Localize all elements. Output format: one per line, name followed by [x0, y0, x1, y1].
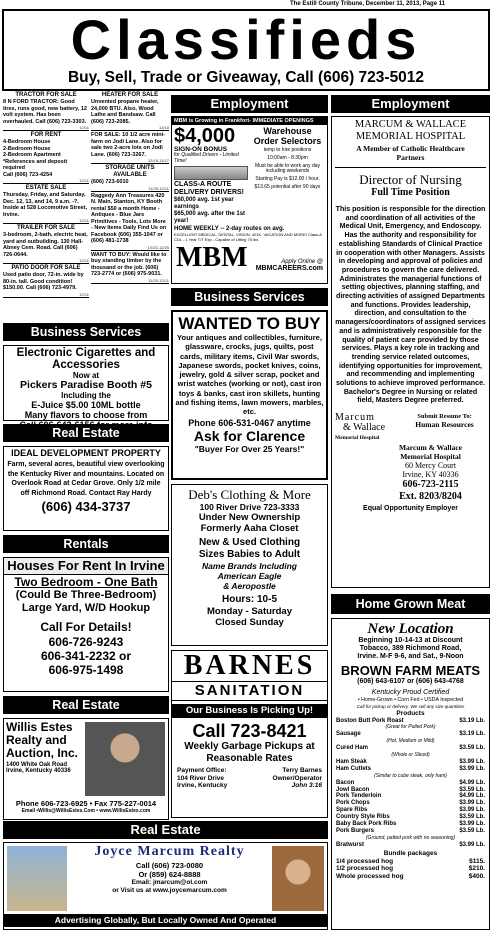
joyce-name: Joyce Marcum Realty — [94, 844, 245, 859]
meat-product-row — [336, 745, 485, 752]
debs-title: Deb's Clothing & More — [188, 487, 311, 502]
meat-product-price: $3.99 Lb. — [459, 765, 485, 772]
meat-product-name: Pork Chops — [336, 800, 370, 807]
mbm-warehouse-line: 10:00am - 8:30pm — [267, 154, 308, 161]
meat-product-price: $3.19 Lb. — [459, 731, 485, 738]
hosp-addr1: Marcum & Wallace — [398, 443, 463, 453]
meat-product-name: Baby Back Pork Ribs — [336, 821, 397, 828]
mbm-logo: MBM — [176, 241, 248, 273]
meat-product-name: (Ground, patted pork with no seasoning) — [365, 834, 456, 841]
mbm-warehouse-line: $13.65 potential after 90 days — [254, 183, 321, 190]
meat-product-row — [336, 793, 485, 800]
mbm-pay: $60,000 avg. 1st year earnings — [174, 196, 234, 210]
mbm-bonus-sub: for Qualified Drivers - Limited Time! — [174, 152, 239, 164]
meats-bundle-label: Bundle packages — [383, 849, 438, 857]
barnes-verse: John 3:16 — [291, 782, 322, 789]
mbm-bonus-amount: $4,000 — [174, 125, 236, 147]
meat-product-row — [336, 780, 485, 787]
joyce-tagline: Advertising Globally, But Locally Owned And Operated — [4, 914, 327, 927]
classifieds-subtitle: Buy, Sell, Trade or Giveaway, Call (606) 723-5012 — [67, 69, 425, 86]
debs-brand2: & Aeropostle — [223, 581, 276, 591]
houses-l3: Large Yard, W/D Hookup — [21, 602, 151, 614]
debs-closed: Closed Sunday — [215, 617, 284, 628]
joyce-house-photo — [7, 846, 67, 911]
meats-product-list — [336, 718, 485, 849]
mbm-home: HOME WEEKLY -- 2-day routes on avg. — [174, 225, 285, 232]
meat-product-row — [336, 738, 485, 745]
mbm-pay2: $65,000 avg. after the 1st year! — [174, 210, 246, 224]
home-grown-header: Home Grown Meat — [331, 594, 490, 614]
real-estate-header-c: Real Estate — [3, 821, 328, 839]
meat-product-row — [336, 752, 485, 759]
col2-ad-stamp: 11/29-12/11 — [148, 185, 169, 191]
meat-product-row — [336, 807, 485, 814]
willis-addr: 1400 White Oak Road — [6, 762, 68, 768]
debs-addr: 100 River Drive 723-3333 — [199, 502, 300, 512]
meats-features: • Home-Grown • Corn Fed • USDA Inspected — [357, 697, 464, 703]
mbm-banner: MBM is Growing in Frankfort- IMMEDIATE OPENINGS — [172, 117, 327, 125]
ad-divider — [3, 263, 89, 264]
col2-ad-text: (606) 723-6010 — [91, 179, 129, 185]
willis-photo — [85, 722, 165, 796]
willis-ad — [3, 718, 169, 820]
mbm-warehouse-lines — [252, 148, 323, 191]
meat-bundle-row — [336, 858, 485, 866]
meat-product-name: (Similar to cube steak, only ham) — [374, 772, 447, 779]
debs-ad — [171, 484, 328, 646]
col2-ad-heading: HEATER FOR SALE — [101, 92, 159, 98]
mbm-warehouse: Warehouse Order Selectors — [253, 126, 322, 146]
meats-products-label: Products — [396, 709, 425, 717]
meat-product-price: $3.59 Lb. — [459, 786, 485, 793]
col1-ad-stamp: 12/11 — [79, 125, 89, 130]
meat-product-price: $3.99 Lb. — [459, 841, 485, 848]
hospital-name: MARCUM & WALLACE MEMORIAL HOSPITAL — [354, 119, 467, 142]
willis-email[interactable]: Email •Willis@WillisEstes.Com • www.WillisEstes.com — [21, 808, 151, 814]
meat-product-name: (Whole or Sliced) — [391, 752, 430, 759]
col2-ad — [91, 132, 169, 164]
ad-divider — [91, 250, 169, 251]
meat-product-name: Jowl Bacon — [336, 786, 370, 793]
meat-product-name: Country Style Ribs — [336, 814, 390, 821]
col1-ad-heading: ESTATE SALE — [25, 185, 67, 191]
ecig-incl: Including the — [61, 391, 111, 400]
business-services-header-a: Business Services — [3, 323, 169, 341]
real-estate-header-b: Real Estate — [3, 696, 169, 714]
hospital-role: Director of Nursing — [359, 172, 462, 187]
joyce-portrait — [272, 846, 324, 911]
meat-product-name: Boston Butt Pork Roast — [336, 717, 404, 724]
col1-ad-stamp: 12/11 — [79, 178, 89, 183]
meats-note: Call for pickup or delivery. We sell any size quantities — [356, 703, 465, 709]
meat-product-row — [336, 773, 485, 780]
joyce-call: Call (606) 723-0080 — [135, 861, 204, 870]
meat-product-price: $4.99 Lb. — [459, 793, 485, 800]
mbm-bonus-label: SIGN-ON BONUS — [174, 146, 228, 153]
meats-begin: Beginning 10-14-13 at Discount — [358, 637, 463, 644]
ecig-now: Now at — [72, 371, 100, 380]
meat-bundle-name: 1/2 processed hog — [336, 865, 394, 873]
mbm-class-a: CLASS-A ROUTE DELIVERY DRIVERS! — [174, 180, 245, 196]
meat-product-name: Ham Steak — [336, 758, 367, 765]
houses-l2: (Could Be Three-Bedroom) — [15, 589, 157, 601]
meat-product-price: $3.99 Lb. — [459, 800, 485, 807]
hosp-eoe: Equal Opportunity Employer — [363, 505, 458, 513]
col1-ad-stamp: 12/11 — [79, 258, 89, 263]
hospital-ad — [331, 116, 490, 588]
wanted-ask: Ask for Clarence — [193, 427, 306, 444]
classifieds-title: Classifieds — [70, 8, 422, 71]
mbm-truck — [174, 166, 248, 180]
barnes-phone: Call 723-8421 — [192, 721, 307, 741]
hosp-ext: Ext. 8203/8204 — [399, 491, 462, 503]
col2-ad-text: Unvented propane heater, 24,000 BTU. Also, Wood Lathe and Bandsaw. Call (606) 723-2085. — [91, 99, 159, 125]
masthead — [2, 9, 490, 91]
houses-call: Call For Details! — [40, 620, 132, 634]
ideal-body: Farm, several acres, beautiful view overlooking the Kentucky River and mountains. Located on Overlook Road at Cedar Grove. Only 1/2 mile off Richmond Road. Contact Ray Hardy — [7, 461, 165, 497]
barnes-role: Owner/Operator — [272, 774, 322, 782]
meat-product-name: Bacon — [336, 779, 355, 786]
meat-product-name: Spare Ribs — [336, 807, 368, 814]
real-estate-header-a: Real Estate — [3, 424, 169, 442]
wanted-phone: Phone 606-531-0467 anytime — [188, 417, 311, 428]
debs-brands: Name Brands Including — [202, 561, 297, 571]
houses-phone3: 606-975-1498 — [48, 663, 124, 677]
col1-ad-stamp: 12/11 — [79, 218, 89, 223]
ecig-ad — [3, 345, 169, 421]
ad-divider — [3, 183, 89, 184]
ideal-title: IDEAL DEVELOPMENT PROPERTY — [11, 448, 161, 458]
willis-phone: Phone 606-723-6925 • Fax 775-227-0014 — [15, 799, 157, 808]
business-services-header-b: Business Services — [171, 288, 328, 306]
meat-product-name: Cured Ham — [336, 745, 369, 752]
meat-product-price: $4.99 Lb. — [459, 779, 485, 786]
meat-product-price: $3.59 Lb. — [459, 745, 485, 752]
meats-cert: Kentucky Proud Certified — [371, 689, 450, 696]
meat-product-row — [336, 835, 485, 842]
barnes-weekly: Weekly Garbage Pickups at Reasonable Rates — [184, 741, 315, 764]
meats-addr: Tobacco, 389 Richmond Road, — [359, 645, 462, 652]
meat-product-price: $3.19 Lb. — [459, 717, 485, 724]
willis-name: Willis Estes Realty and Auction, Inc. — [6, 720, 78, 760]
debs-sizes: Sizes Babies to Adult — [198, 549, 301, 560]
col1-ad — [3, 132, 89, 184]
meat-product-price: $3.99 Lb. — [459, 807, 485, 814]
col1-ad-text: Used patio door, 72-in. wide by 80-in. tall. Good condition! $150.00. Call (606) 723-4979. — [3, 272, 84, 291]
meat-bundle-price: $400. — [468, 872, 485, 880]
ad-divider — [3, 297, 89, 298]
meat-product-row — [336, 828, 485, 835]
joyce-email[interactable]: Email: jmarcum@ol.com — [131, 879, 208, 886]
ad-divider — [3, 130, 89, 131]
barnes-name: BARNES — [183, 650, 316, 681]
meat-bundle-row — [336, 873, 485, 881]
mbm-apply: Apply Online @ — [281, 258, 323, 265]
meat-product-row — [336, 718, 485, 725]
meats-ad — [331, 618, 490, 930]
ad-divider — [91, 130, 169, 131]
hospital-member: A Member of Catholic Healthcare Partners — [356, 144, 465, 162]
ad-divider — [3, 223, 89, 224]
debs-days: Monday - Saturday — [207, 606, 292, 617]
houses-phone2: 606-341-2232 or — [40, 649, 132, 663]
meat-product-row — [336, 842, 485, 849]
barnes-ad — [171, 650, 328, 818]
mbm-warehouse-line: temp to hire positions — [263, 147, 312, 153]
ecig-title: Electronic Cigarettes and Accessories — [16, 347, 156, 371]
meat-product-price: $3.99 Lb. — [459, 758, 485, 765]
col2-ad — [91, 165, 169, 192]
meat-bundle-row — [336, 865, 485, 873]
meat-product-row — [336, 766, 485, 773]
col2-ad-stamp: 12/18-11/27 — [147, 158, 169, 163]
col2-ad-stamp: 12/18 — [158, 125, 169, 130]
hospital-type: Full Time Position — [371, 187, 450, 198]
houses-title: Houses For Rent In Irvine — [4, 558, 168, 575]
hosp-addr3: 60 Mercy Court — [404, 461, 457, 471]
ecig-flavors: Many flavors to choose from — [24, 410, 148, 420]
joyce-ad — [3, 842, 328, 930]
barnes-city: Irvine, Kentucky — [177, 782, 228, 789]
ideal-property-ad — [3, 446, 169, 531]
houses-phone1: 606-726-9243 — [48, 635, 124, 649]
meat-product-name: Bratwurst — [336, 841, 365, 848]
col1-ad-text: 3-bedroom, 2-bath, electric heat, yard and outbuilding. 130 Hall-Abney Cem. Road. Call (606) 726-0644. — [3, 232, 88, 258]
meat-product-row — [336, 800, 485, 807]
hosp-phone: 606-723-2115 — [402, 479, 459, 491]
barnes-owner: Terry Barnes — [282, 767, 322, 774]
col1-ad-text: 8 N FORD TRACTOR: Good tires, runs good, new battery, 12 volt system. Has been overhauled. Call (606) 723-3303. — [3, 99, 87, 125]
col2-ads — [91, 92, 169, 324]
meat-product-price: $3.59 Lb. — [459, 814, 485, 821]
employment-header-a: Employment — [171, 95, 328, 113]
mbm-site[interactable]: MBMCAREERS.com — [255, 264, 323, 272]
mbm-warehouse-line: Starting Pay is $12.00 / hour, — [255, 176, 320, 183]
col2-ad-stamp: 11/20-12/11 — [148, 277, 169, 283]
meat-product-row — [336, 759, 485, 766]
col2-ad — [91, 193, 169, 251]
meats-phone: (606) 643-6107 or (606) 643-4768 — [357, 678, 464, 685]
col1-ad-heading: TRAILER FOR SALE — [17, 225, 75, 231]
meat-product-name: Pork Burgers — [336, 828, 375, 834]
meat-product-row — [336, 814, 485, 821]
meat-product-row — [336, 821, 485, 828]
meat-product-row — [336, 731, 485, 738]
meat-product-price: $3.59 Lb. — [459, 828, 485, 834]
col1-ad — [3, 265, 89, 298]
col1-ads — [3, 92, 89, 324]
employment-header-b: Employment — [331, 95, 490, 113]
col2-ad-stamp: 10/23-12/25 — [147, 244, 169, 250]
meats-city: Irvine. M-F 9-6, and Sat., 9-Noon — [357, 653, 464, 660]
meat-bundle-price: $115. — [469, 857, 485, 865]
meats-name: BROWN FARM MEATS — [340, 663, 481, 678]
hr-label: Human Resources — [415, 420, 474, 430]
col1-ad-heading: PATIO DOOR FOR SALE — [11, 265, 81, 271]
meat-product-price: $3.99 Lb. — [459, 821, 485, 828]
debs-own: Under New Ownership — [198, 512, 301, 523]
meat-product-name: Pork Tenderloin — [336, 793, 382, 800]
hosp-addr2: Memorial Hospital — [400, 452, 461, 462]
col1-ad — [3, 185, 89, 224]
col1-ad-heading: FOR RENT — [30, 132, 62, 138]
col2-ad-heading: STORAGE UNITS AVAILABLE — [105, 165, 155, 178]
ad-divider — [91, 163, 169, 164]
meat-bundle-name: Whole processed hog — [336, 872, 404, 880]
debs-hours: Hours: 10-5 — [221, 594, 277, 605]
col1-ad-stamp: 12/11 — [79, 291, 89, 297]
meat-product-name: Sausage — [336, 731, 361, 738]
barnes-addr: 104 River Drive — [177, 774, 224, 782]
houses-l1: Two Bedroom - One Bath — [14, 575, 158, 589]
running-head: The Estill County Tribune, December 11, 2013, Page 11 — [290, 1, 446, 7]
meat-product-name: Ham Cutlets — [336, 765, 372, 772]
ad-divider — [91, 191, 169, 192]
meat-product-name: (Great for Pulled Pork) — [385, 724, 436, 731]
col1-ad — [3, 92, 89, 131]
ecig-place: Pickers Paradise Booth #5 — [20, 379, 152, 391]
joyce-visit[interactable]: or Visit us at www.joycemarcum.com — [112, 887, 227, 894]
hosp-addr4: Irvine, KY 40336 — [402, 470, 459, 480]
col2-ad-text: Raggedy Ann Treasures 420 N. Main, Stanton, KY Booth rental $50 a month Home - Antiques - Blue Jars Primitives - Tools, Lots More - New Items Daily Find Us on Facebook (606) 355-1047 or (606) 481-1738 — [91, 192, 167, 244]
col1-ad-heading: TRACTOR FOR SALE — [15, 92, 77, 98]
ad-divider — [91, 283, 169, 284]
meat-product-row — [336, 787, 485, 794]
meat-product-name: (Hot, Medium or Mild) — [386, 738, 435, 745]
meat-product-row — [336, 724, 485, 731]
col1-ad-text: 4-Bedroom House 2-Bedroom House 2-Bedroom Apartment *References and deposit required Call (606) 723-4254 — [3, 139, 68, 178]
hospital-logo: Marcum & Wallace Memorial Hospital — [335, 412, 386, 442]
barnes-picking: Our Business Is Picking Up! — [172, 704, 327, 718]
rentals-header: Rentals — [3, 535, 169, 553]
debs-formerly: Formerly Aaha Closet — [200, 523, 299, 534]
col1-ad-text: Thursday, Friday, and Saturday, Dec. 12, 13, and 14, 9 a.m. -?. Inside at 528 Locomotive Street, Irvine. — [3, 192, 88, 218]
hospital-body: This position is responsible for the direction and coordination of all activities of the Medical Unit, Emergency, and Endoscopy. Has the authority and responsibility for establishing Standards of Clinical Practice in cooperation with other Managers. Assists in developing and approval of policies and procedures to govern the care delivered. Administrates the managerial functions of setting objectives, planning staffing, and directing activities of assigned Departments and functions. Provides leadership, direction, and consultation to the managers/coordinators of assigned services and is administratively responsible for the quality of patient care provided by those services. Plays a key role in tracking and trending service related outcomes, identifying opportunities for improvement, and recommending and implementing solutions to achieve improved performance. Bachelor's Degree in Nursing or related field, Masters Degree preferred. — [335, 205, 486, 405]
mbm-ad — [171, 116, 328, 284]
meats-bundle-list — [336, 858, 485, 881]
wanted-ad — [171, 310, 328, 480]
joyce-or: Or (859) 624-8888 — [138, 870, 201, 879]
col2-ad — [91, 92, 169, 131]
barnes-sanitation: SANITATION — [172, 681, 327, 701]
resume-label: Submit Resume To: — [417, 413, 472, 421]
mbm-fine: EXCELLENT MEDICAL, DENTAL, VISION, 401K, VACATION AND MORE! Class-A CDL - 1 Year T/T Exp - Capable of Lifting 75 lbs — [174, 231, 322, 242]
meat-bundle-price: $210. — [468, 865, 485, 873]
meat-bundle-name: 1/4 processed hog — [336, 857, 394, 865]
wanted-body: Your antiques and collectibles, furniture, glassware, crocks, jugs, quilts, post cards, military items, Civil War swords, Japanese swords, pocket knives, coins, jewelry, gold & silver scrap, pocket and wrist watches (working or not), cast iron toys & banks, cast iron skillets, hunting and fishing items, lawn mowers, marbles, etc. — [175, 333, 324, 417]
col1-ad — [3, 225, 89, 264]
ecig-ejuice: E-Juice $5.00 10ML bottle — [31, 400, 141, 410]
houses-ad — [3, 557, 169, 692]
col2-ad-text: FOR SALE: 10 1/2 acre mini-farm on Jodi Lane. Also for sale two 2-acre lots on Jodi Lane. (606) 723-3267. — [91, 132, 165, 158]
willis-city: Irvine, Kentucky 40336 — [6, 768, 71, 774]
mbm-warehouse-line: Must be able to work any day including weekends — [254, 162, 321, 175]
ideal-phone: (606) 434-3737 — [41, 499, 131, 514]
col2-ad-text: WANT TO BUY: Would like to buy standing timber by the thousand or the job. (606) 723-2774 or (606) 975-9031. — [91, 251, 167, 277]
wanted-title: WANTED TO BUY — [178, 314, 321, 333]
col2-ad — [91, 252, 169, 284]
meats-new-location: New Location — [367, 621, 454, 637]
debs-brand1: American Eagle — [217, 571, 282, 581]
debs-new: New & Used Clothing — [198, 537, 301, 548]
barnes-pay: Payment Office: — [177, 767, 227, 774]
wanted-quote: "Buyer For Over 25 Years!" — [194, 443, 305, 454]
